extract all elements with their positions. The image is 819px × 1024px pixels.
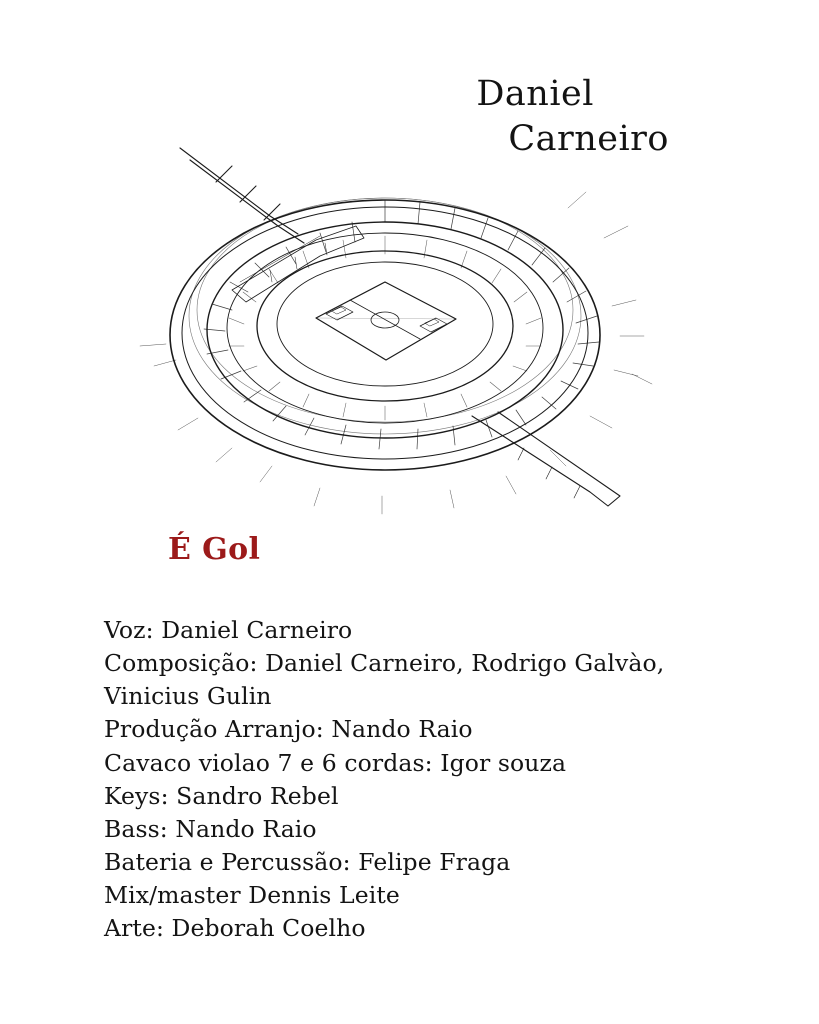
track-title: É Gol bbox=[168, 532, 261, 567]
credits-list bbox=[104, 614, 784, 945]
credit-line: Mix/master Dennis Leite bbox=[104, 881, 400, 909]
artist-name-line-2: Carneiro bbox=[508, 118, 669, 159]
credit-line: Keys: Sandro Rebel bbox=[104, 781, 339, 810]
credit-line: Cavaco violao 7 e 6 cordas: Igor souza bbox=[104, 748, 567, 777]
credit-line: Vinicius Gulin bbox=[104, 682, 272, 711]
credit-line: Produção Arranjo: Nando Raio bbox=[104, 715, 473, 744]
artist-name-line-1: Daniel bbox=[476, 74, 594, 114]
maracana-stadium-sketch-illustration bbox=[120, 130, 660, 530]
credit-line: Arte: Deborah Coelho bbox=[104, 914, 366, 943]
credit-line: Voz: Daniel Carneiro bbox=[104, 616, 353, 644]
credit-line: Bass: Nando Raio bbox=[104, 814, 317, 843]
credit-line: Composição: Daniel Carneiro, Rodrigo Galvào, bbox=[104, 649, 665, 678]
credit-line: Bateria e Percussão: Felipe Fraga bbox=[104, 847, 511, 876]
